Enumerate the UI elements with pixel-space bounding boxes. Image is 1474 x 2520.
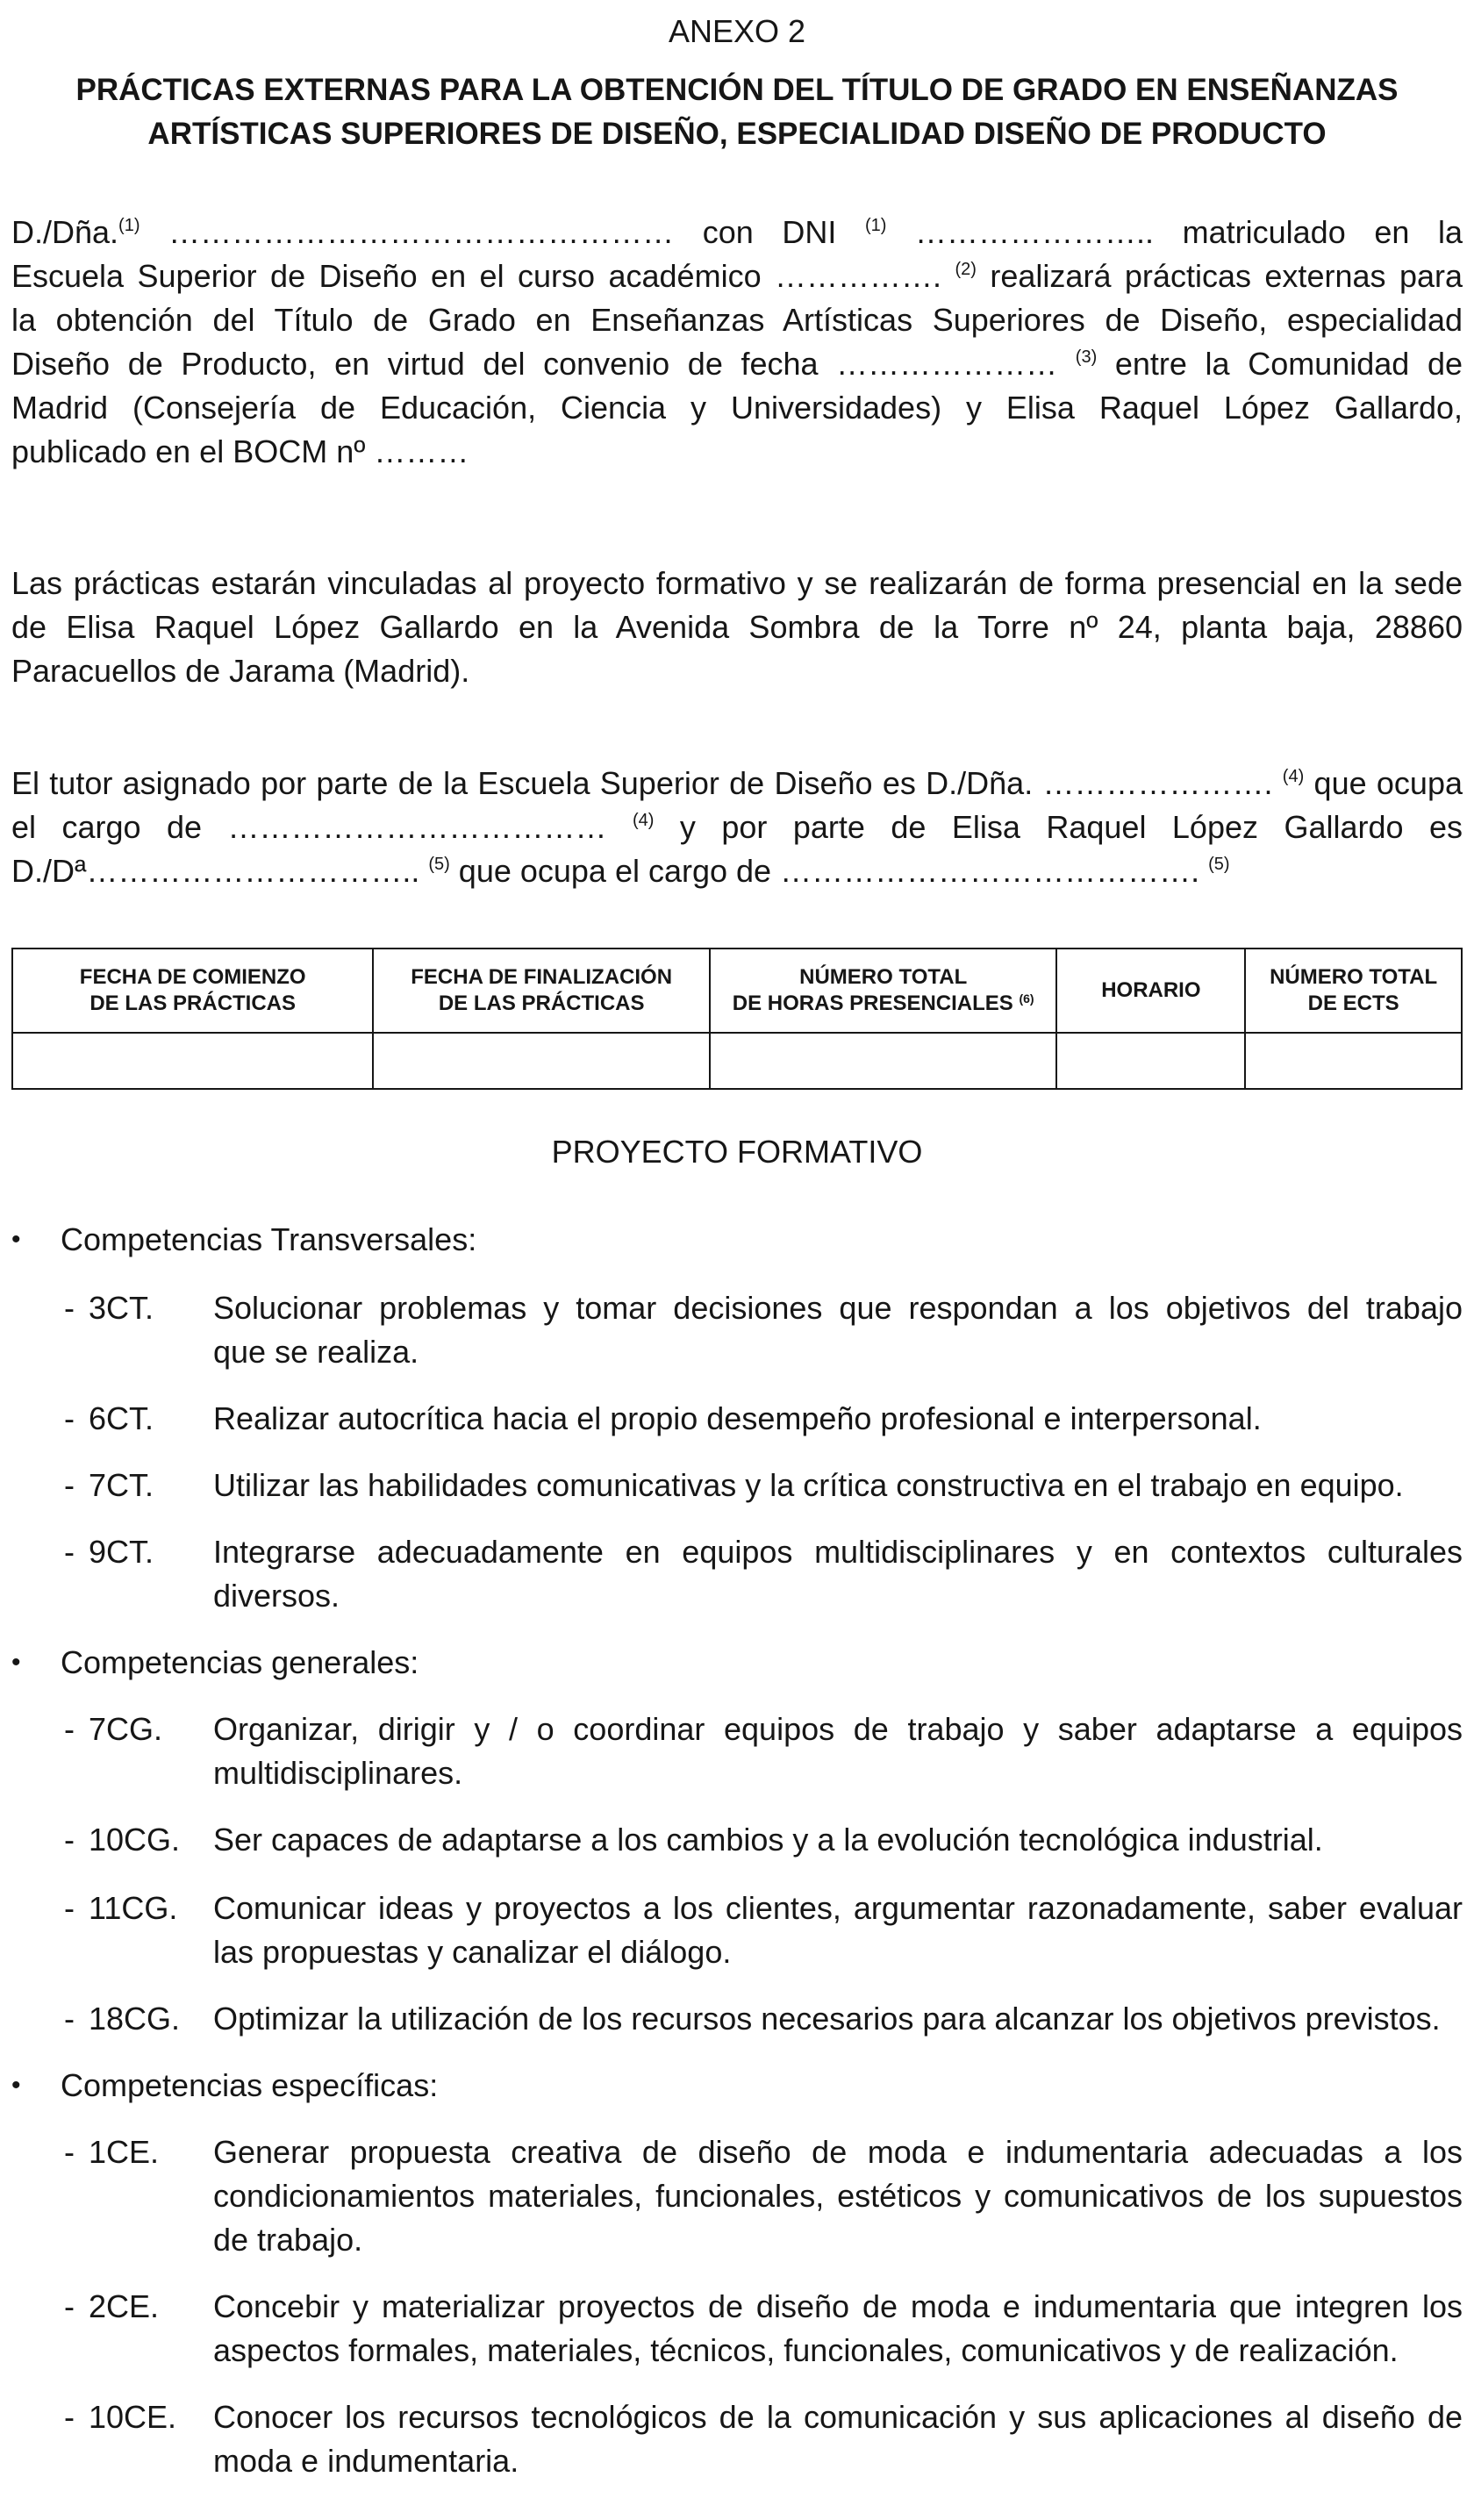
tutor-line-1: El tutor asignado por parte de la Escuela Superior de Diseño es D./Dña. …………………. $^{(4)}$ que ocupa bbox=[11, 765, 1463, 801]
dash-icon: - bbox=[64, 1890, 75, 1926]
dash-icon: - bbox=[64, 2399, 75, 2435]
item-text: Ser capaces de adaptarse a los cambios y a la evolución tecnológica industrial. bbox=[213, 1822, 1323, 1858]
item-text: Realizar autocrítica hacia el propio desempeño profesional e interpersonal. bbox=[213, 1400, 1262, 1436]
schedule-table bbox=[11, 948, 1463, 1090]
title-line-2: ARTÍSTICAS SUPERIORES DE DISEÑO, ESPECIALIDAD DISEÑO DE PRODUCTO bbox=[147, 117, 1327, 151]
student-line-6: publicado en el BOCM nº ……… bbox=[11, 433, 469, 469]
item-code: 18CG. bbox=[89, 2001, 181, 2037]
item-text: Utilizar las habilidades comunicativas y la crítica constructiva en el trabajo en equipo. bbox=[213, 1467, 1404, 1503]
group-title: Competencias generales: bbox=[61, 1644, 419, 1680]
cell-total-hours[interactable] bbox=[710, 1033, 1057, 1089]
group-title: Competencias Transversales: bbox=[61, 1221, 477, 1257]
student-line-5: Madrid (Consejería de Educación, Ciencia y Universidades) y Elisa Raquel López Gallardo, bbox=[11, 390, 1463, 426]
student-paragraph bbox=[11, 211, 1463, 474]
item-code: 11CG. bbox=[89, 1890, 178, 1926]
item-text: Optimizar la utilización de los recursos necesarios para alcanzar los objetivos previstos. bbox=[213, 2001, 1441, 2037]
document-page bbox=[11, 0, 1463, 2520]
item-code: 2CE. bbox=[89, 2288, 160, 2324]
cell-schedule[interactable] bbox=[1056, 1033, 1245, 1089]
item-code: 3CT. bbox=[89, 1290, 154, 1326]
annex-label: ANEXO 2 bbox=[668, 13, 806, 49]
schedule-table-wrapper bbox=[11, 948, 1463, 1090]
dash-icon: - bbox=[64, 1711, 75, 1747]
header-end-date: FECHA DE FINALIZACIÓN DE LAS PRÁCTICAS bbox=[373, 949, 710, 1033]
item-code: 10CG. bbox=[89, 1822, 181, 1858]
dash-icon: - bbox=[64, 1290, 75, 1326]
bullet-icon: • bbox=[11, 2071, 21, 2100]
item-text: Conocer los recursos tecnológicos de la comunicación y sus aplicaciones al diseño de moda e indumentaria. bbox=[213, 2399, 1463, 2479]
tutor-paragraph bbox=[11, 762, 1463, 893]
item-text: Solucionar problemas y tomar decisiones que respondan a los objetivos del trabajo que se realiza. bbox=[213, 1290, 1463, 1370]
table-row bbox=[12, 1033, 1462, 1089]
item-text: Comunicar ideas y proyectos a los clientes, argumentar razonadamente, saber evaluar las propuestas y canalizar el diálogo. bbox=[213, 1890, 1463, 1970]
cell-start-date[interactable] bbox=[12, 1033, 373, 1089]
header-total-hours: NÚMERO TOTAL DE HORAS PRESENCIALES $^{(6)}$ bbox=[710, 949, 1057, 1033]
group-title: Competencias específicas: bbox=[61, 2067, 439, 2103]
item-code: 6CT. bbox=[89, 1400, 154, 1436]
section-title: PROYECTO FORMATIVO bbox=[551, 1134, 923, 1170]
location-line-3: Paracuellos de Jarama (Madrid). bbox=[11, 653, 470, 689]
item-text: Concebir y materializar proyectos de diseño de moda e indumentaria que integren los aspectos formales, materiales, técnicos, funcionales, comunicativos y de realización. bbox=[213, 2288, 1463, 2368]
location-line-1: Las prácticas estarán vinculadas al proyecto formativo y se realizarán de forma presencial en la sede bbox=[11, 565, 1463, 601]
dash-icon: - bbox=[64, 2001, 75, 2037]
student-line-4: Diseño de Producto, en virtud del convenio de fecha ………………… $^{(3)}$ entre la Comunidad de bbox=[11, 346, 1463, 382]
header-schedule: HORARIO bbox=[1056, 949, 1245, 1033]
item-code: 10CE. bbox=[89, 2399, 177, 2435]
item-text: Organizar, dirigir y / o coordinar equipos de trabajo y saber adaptarse a equipos multidisciplinares. bbox=[213, 1711, 1463, 1791]
dash-icon: - bbox=[64, 2134, 75, 2170]
dash-icon: - bbox=[64, 1534, 75, 1570]
bullet-icon: • bbox=[11, 1225, 21, 1254]
cell-end-date[interactable] bbox=[373, 1033, 710, 1089]
header-start-date: FECHA DE COMIENZO DE LAS PRÁCTICAS bbox=[12, 949, 373, 1033]
title-line-1: PRÁCTICAS EXTERNAS PARA LA OBTENCIÓN DEL TÍTULO DE GRADO EN ENSEÑANZAS bbox=[75, 73, 1399, 107]
dash-icon: - bbox=[64, 1400, 75, 1436]
cell-total-ects[interactable] bbox=[1245, 1033, 1462, 1089]
item-text: Generar propuesta creativa de diseño de moda e indumentaria adecuadas a los condicionamientos materiales, funcionales, estéticos y comunicativos de los supuestos de trabajo. bbox=[213, 2134, 1463, 2258]
bullet-icon: • bbox=[11, 1648, 21, 1677]
location-paragraph bbox=[11, 562, 1463, 693]
tutor-line-3: D./Dª………………………….. $^{(5)}$ que ocupa el cargo de …………………………………. $^{(5)}$ bbox=[11, 853, 1230, 889]
item-text: Integrarse adecuadamente en equipos multidisciplinares y en contextos culturales diversos. bbox=[213, 1534, 1463, 1614]
item-code: 1CE. bbox=[89, 2134, 160, 2170]
table-header-row bbox=[12, 949, 1462, 1033]
student-line-2: Escuela Superior de Diseño en el curso académico ……………. $^{(2)}$ realizará prácticas externas para bbox=[11, 258, 1463, 294]
student-line-1: D./Dña.$^{(1)}$ ………………………………………… con DNI $^{(1)}$ ………………….. matriculado en la bbox=[11, 214, 1463, 250]
dash-icon: - bbox=[64, 1467, 75, 1503]
dash-icon: - bbox=[64, 2288, 75, 2324]
location-line-2: de Elisa Raquel López Gallardo en la Avenida Sombra de la Torre nº 24, planta baja, 28860 bbox=[11, 609, 1463, 645]
document-title bbox=[11, 68, 1463, 156]
student-line-3: la obtención del Título de Grado en Enseñanzas Artísticas Superiores de Diseño, especialidad bbox=[11, 302, 1463, 338]
item-code: 9CT. bbox=[89, 1534, 154, 1570]
header-total-ects: NÚMERO TOTAL DE ECTS bbox=[1245, 949, 1462, 1033]
dash-icon: - bbox=[64, 1822, 75, 1858]
tutor-line-2: el cargo de ……………………………… $^{(4)}$ y por parte de Elisa Raquel López Gallardo es bbox=[11, 809, 1463, 845]
item-code: 7CT. bbox=[89, 1467, 154, 1503]
item-code: 7CG. bbox=[89, 1711, 163, 1747]
